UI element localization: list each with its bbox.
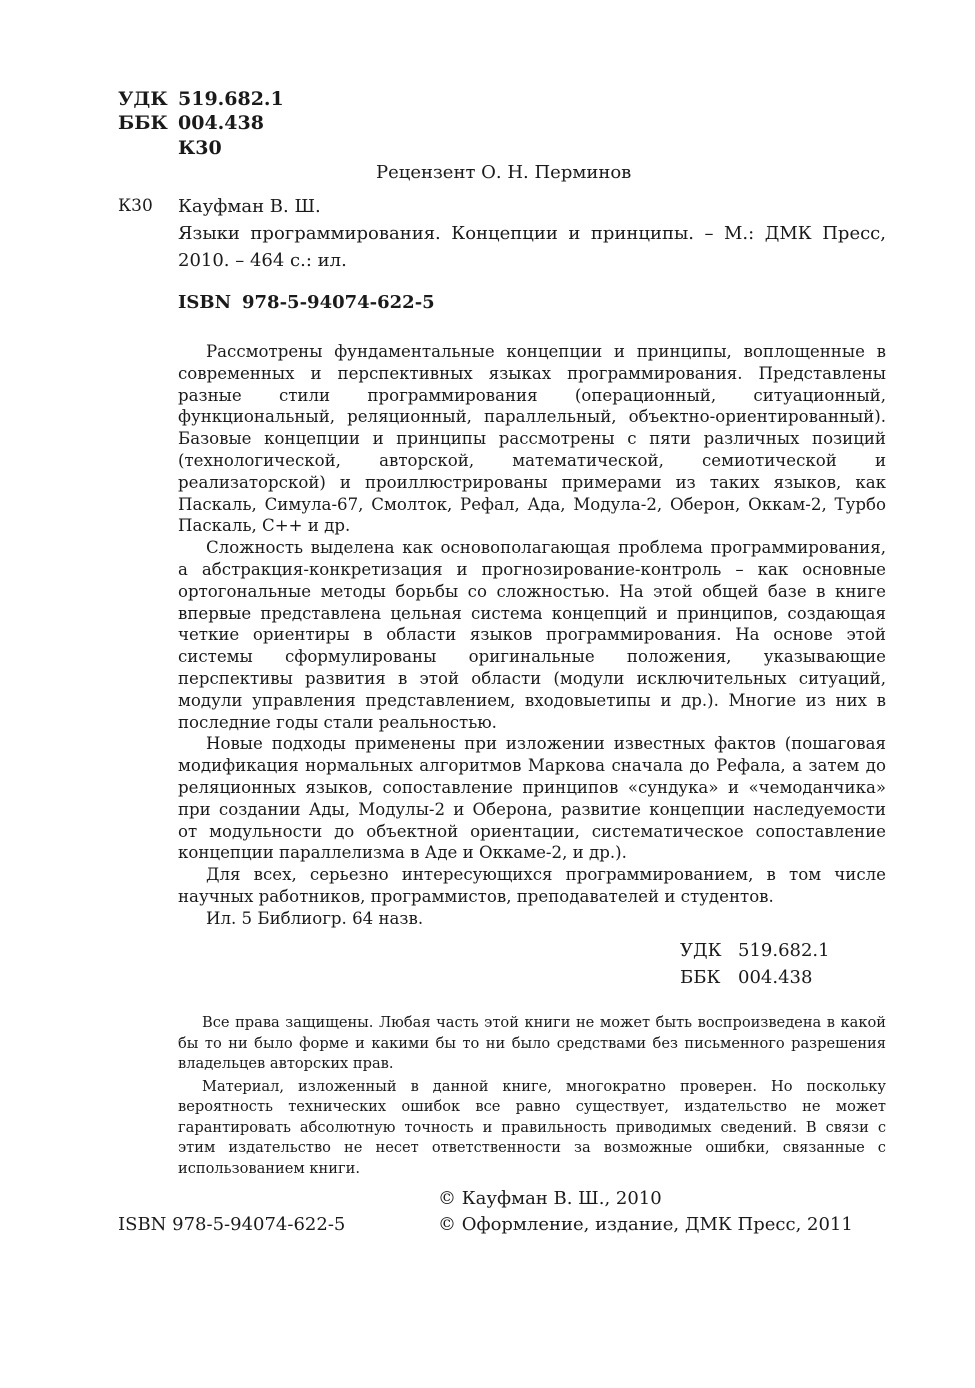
bbk-line-bottom [680, 964, 812, 991]
abstract [178, 341, 886, 930]
isbn-top-value: 978-5-94074-622-5 [242, 292, 435, 313]
bibliographic-record [178, 193, 886, 274]
abstract-paragraph-4: Для всех, серьезно интересующихся программированием, в том числе научных работников, программистов, преподавателей и студентов. [178, 865, 886, 906]
abstract-paragraph-3: Новые подходы применены при изложении известных фактов (пошаговая модификация нормальных алгоритмов Маркова сначала до Рефала, а затем до реляционных языков, сопоставление принципов «сундука» и «чемоданчика» при создании Ады, Модулы-2 и Оберона, развитие концепции наследуемости от модульности до объектной ориентации, систематическое сопоставление концепции параллелизма в Аде и Оккаме-2, и др.). [178, 734, 886, 863]
bib-imprint: 2010. – 464 с.: ил. [178, 250, 347, 271]
reviewer: Рецензент О. Н. Перминов [376, 162, 632, 183]
abstract-paragraph-1: Рассмотрены фундаментальные концепции и принципы, воплощенные в современных и перспективных языках программирования. Представлены разные стили программирования (операционный, ситуационный, функциональный, реляционный, параллельный, объектно-ориентированный). Базовые концепции и принципы рассмотрены с пяти различных позиций (технологической, авторской, математической, семиотической и реализаторской) и проиллюстрированы примерами из таких языков, как Паскаль, Симула-67, Смолток, Рефал, Ада, Модула-2, Оберон, Оккам-2, Турбо Паскаль, С++ и др. [178, 342, 886, 536]
abstract-paragraph-2: Сложность выделена как основополагающая проблема программирования, а абстракция-конкретизация и прогнозирование-контроль – как основные ортогональные методы борьбы со сложностью. На этой общей базе в книге впервые представлена цельная система концепций и принципов, создающая четкие ориентиры в области языков программирования. На основе этой системы сформулированы оригинальные положения, указывающие перспективы развития в этой области (модули исключительных ситуаций, модули управления представлением, входовыетипы и др.). Многие из них в последние годы стали реальностью. [178, 538, 886, 732]
author-mark: К30 [178, 137, 222, 159]
bbk-line-top [118, 111, 264, 135]
isbn-top [178, 292, 435, 313]
udc-line-bottom [680, 937, 830, 964]
isbn-bottom: ISBN 978-5-94074-622-5 [118, 1214, 346, 1235]
bib-code: К30 [118, 196, 153, 216]
udc-bottom-label: УДК [680, 940, 722, 961]
udc-value: 519.682.1 [178, 88, 284, 110]
abstract-illustrations: Ил. 5 Библиогр. 64 назв. [206, 908, 424, 928]
rights-paragraph-1: Все права защищены. Любая часть этой книги не может быть воспроизведена в какой бы то ни было форме и какими бы то ни было средствами без письменного разрешения владельцев авторских прав. [178, 1014, 886, 1072]
rights-notice [178, 1013, 886, 1181]
bbk-label: ББК [118, 112, 168, 134]
bib-author: Кауфман В. Ш. [178, 196, 321, 217]
bib-title: Языки программирования. Концепции и принципы. – М.: ДМК Пресс, [178, 223, 886, 244]
copyright-publisher: © Оформление, издание, ДМК Пресс, 2011 [438, 1214, 853, 1235]
rights-paragraph-2: Материал, изложенный в данной книге, многократно проверен. Но поскольку вероятность технических ошибок все равно существует, издательство не может гарантировать абсолютную точность и правильность приводимых сведений. В связи с этим издательство не несет ответственности за возможные ошибки, связанные с использованием книги. [178, 1077, 886, 1177]
bbk-bottom-value: 004.438 [738, 967, 813, 988]
udc-label: УДК [118, 88, 168, 110]
bbk-value: 004.438 [178, 112, 264, 134]
copyright-author: © Кауфман В. Ш., 2010 [438, 1188, 662, 1209]
udc-bottom-value: 519.682.1 [738, 940, 830, 961]
isbn-top-label: ISBN [178, 292, 232, 313]
udc-line-top [118, 87, 284, 111]
bbk-bottom-label: ББК [680, 967, 721, 988]
